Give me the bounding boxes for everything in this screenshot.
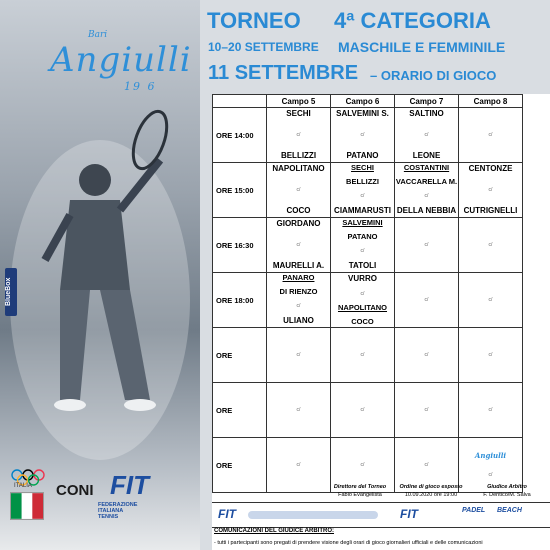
table-row	[213, 163, 523, 218]
versus-mark: c/	[424, 462, 429, 468]
player-bottom: DELLA NEBBIA	[396, 206, 457, 215]
player-top-partner: BELLIZZI	[346, 177, 379, 186]
match-cell	[395, 273, 459, 328]
match-cell	[395, 328, 459, 383]
italia-label: ITALIA	[14, 483, 32, 489]
player-bottom-partner: COCO	[351, 317, 374, 326]
italian-flag-icon	[10, 492, 44, 520]
player-top: SECHI	[351, 163, 374, 172]
match-cell	[459, 383, 523, 438]
versus-mark: c/	[424, 297, 429, 303]
time-slot-cell: ORE 16:30	[213, 218, 267, 273]
versus-mark: c/	[488, 297, 493, 303]
schedule-sheet	[212, 94, 550, 550]
player-bottom: CUTRIGNELLI	[463, 206, 518, 215]
match-cell	[395, 383, 459, 438]
time-slot-cell: ORE	[213, 383, 267, 438]
player-top: SECHI	[286, 109, 311, 118]
order-posted-value: 10.09.2020 ore 19:00	[404, 492, 458, 498]
table-header-row	[213, 95, 523, 108]
versus-mark: c/	[360, 193, 365, 199]
match-cell	[459, 108, 523, 163]
player-top: SALVEMINI S.	[336, 109, 389, 118]
match-cell	[331, 163, 395, 218]
player-bottom: NAPOLITANO	[337, 303, 388, 312]
match-cell	[395, 108, 459, 163]
schedule-subtitle: – ORARIO DI GIOCO	[370, 68, 497, 83]
match-cell	[331, 218, 395, 273]
sponsor-fit-1: FIT	[218, 507, 236, 521]
match-cell	[267, 438, 331, 493]
player-top: NAPOLITANO	[272, 164, 325, 173]
title-categoria: 4ª CATEGORIA	[334, 8, 491, 33]
referee-label: Giudice Arbitro	[487, 484, 527, 490]
match-cell	[267, 273, 331, 328]
player-bottom: COCO	[286, 206, 311, 215]
match-cell	[267, 218, 331, 273]
header-court-8: Campo 8	[459, 95, 523, 108]
versus-mark: c/	[360, 291, 365, 297]
header-court-5: Campo 5	[267, 95, 331, 108]
sponsor-strip	[212, 502, 550, 528]
player-bottom: LEONE	[412, 151, 441, 160]
match-cell	[267, 383, 331, 438]
versus-mark: c/	[360, 132, 365, 138]
time-slot-cell: ORE	[213, 328, 267, 383]
versus-mark: c/	[424, 352, 429, 358]
director-name: Fabio Evangelista	[338, 492, 382, 498]
match-cell	[459, 218, 523, 273]
match-cell	[267, 163, 331, 218]
versus-mark: c/	[296, 132, 301, 138]
title-torneo: TORNEO	[207, 8, 301, 33]
referee-communications-title: COMUNICAZIONI DEL GIUDICE ARBITRO:	[214, 528, 334, 534]
versus-mark: c/	[488, 407, 493, 413]
player-top: COSTANTINI	[403, 163, 450, 172]
logo-angiulli-text: Angiulli	[50, 40, 192, 80]
referee-name: F. Dentico/M. Salva	[483, 492, 531, 498]
versus-mark: c/	[296, 187, 301, 193]
player-top: GIORDANO	[276, 219, 321, 228]
versus-mark: c/	[488, 352, 493, 358]
schedule-body	[213, 108, 523, 493]
header-court-7: Campo 7	[395, 95, 459, 108]
versus-mark: c/	[488, 472, 493, 479]
match-cell	[459, 273, 523, 328]
tournament-gender: MASCHILE E FEMMINILE	[338, 39, 506, 55]
time-slot-cell: ORE 14:00	[213, 108, 267, 163]
match-cell	[331, 108, 395, 163]
table-row	[213, 383, 523, 438]
versus-mark: c/	[424, 132, 429, 138]
versus-mark: c/	[296, 242, 301, 248]
versus-mark: c/	[488, 187, 493, 193]
schedule-day: 11 SETTEMBRE	[208, 62, 359, 84]
match-cell	[395, 163, 459, 218]
match-cell	[331, 383, 395, 438]
versus-mark: c/	[488, 132, 493, 138]
director-label: Direttore del Torneo	[333, 484, 387, 490]
time-slot-cell: ORE 15:00	[213, 163, 267, 218]
coni-label: CONI	[56, 482, 94, 499]
player-top: SALTINO	[409, 109, 444, 118]
player-bottom: TATOLI	[348, 261, 377, 270]
fit-subtitle: FEDERAZIONE ITALIANA TENNIS	[98, 502, 138, 520]
player-top: PANARO	[282, 273, 315, 282]
match-cell	[331, 328, 395, 383]
table-row	[213, 218, 523, 273]
table-row	[213, 273, 523, 328]
angiulli-mini-logo: Angiulli	[474, 450, 507, 460]
versus-mark: c/	[296, 303, 301, 309]
schedule-table	[212, 94, 523, 493]
table-row	[213, 328, 523, 383]
versus-mark: c/	[424, 407, 429, 413]
match-cell	[267, 108, 331, 163]
match-cell	[331, 273, 395, 328]
header-time-cell	[213, 95, 267, 108]
versus-mark: c/	[424, 242, 429, 248]
fit-logo: FIT	[110, 470, 149, 500]
player-top-partner: VACCARELLA M.	[395, 177, 458, 186]
player-top: VURRO	[348, 274, 377, 283]
player-top: CENTONZE	[468, 164, 513, 173]
logo-bari-text: Bari	[88, 30, 108, 40]
match-cell	[459, 328, 523, 383]
versus-mark: c/	[360, 407, 365, 413]
sponsor-padel: PADEL	[462, 507, 486, 514]
versus-mark: c/	[488, 242, 493, 248]
header-court-6: Campo 6	[331, 95, 395, 108]
time-slot-cell: ORE 18:00	[213, 273, 267, 328]
versus-mark: c/	[360, 248, 365, 254]
match-cell	[267, 328, 331, 383]
player-bottom: PATANO	[346, 151, 379, 160]
bluebox-sponsor-logo: BlueBox	[5, 268, 17, 316]
order-posted-label: Ordine di gioco esposto	[399, 484, 463, 490]
player-bottom: ULIANO	[283, 316, 314, 325]
time-slot-cell: ORE	[213, 438, 267, 493]
sponsor-fit-2: FIT	[400, 507, 418, 521]
tournament-dates: 10–20 SETTEMBRE	[208, 40, 319, 54]
poster-header	[200, 0, 550, 96]
player-top: SALVEMINI	[342, 218, 383, 227]
versus-mark: c/	[296, 462, 301, 468]
player-bottom: CIAMMARUSTI	[334, 206, 391, 215]
player-top-partner: DI RIENZO	[279, 287, 318, 296]
referee-communications-text: - tutti i partecipanti sono pregati di prendere visione degli orari di gioco giornalieri ufficiali e delle comunicazioni	[214, 540, 483, 546]
match-cell	[395, 218, 459, 273]
player-top-partner: PATANO	[347, 232, 378, 241]
versus-mark: c/	[360, 352, 365, 358]
sponsor-beach: BEACH	[497, 507, 522, 514]
logo-year-text: 19 6	[124, 80, 157, 93]
versus-mark: c/	[360, 462, 365, 468]
sponsor-banner-graphic	[248, 509, 378, 521]
player-bottom: BELLIZZI	[280, 151, 317, 160]
match-cell	[459, 163, 523, 218]
versus-mark: c/	[296, 352, 301, 358]
player-bottom: MAURELLI A.	[272, 261, 325, 270]
versus-mark: c/	[424, 193, 429, 199]
versus-mark: c/	[296, 407, 301, 413]
table-row	[213, 108, 523, 163]
poster-left-panel	[0, 0, 200, 550]
